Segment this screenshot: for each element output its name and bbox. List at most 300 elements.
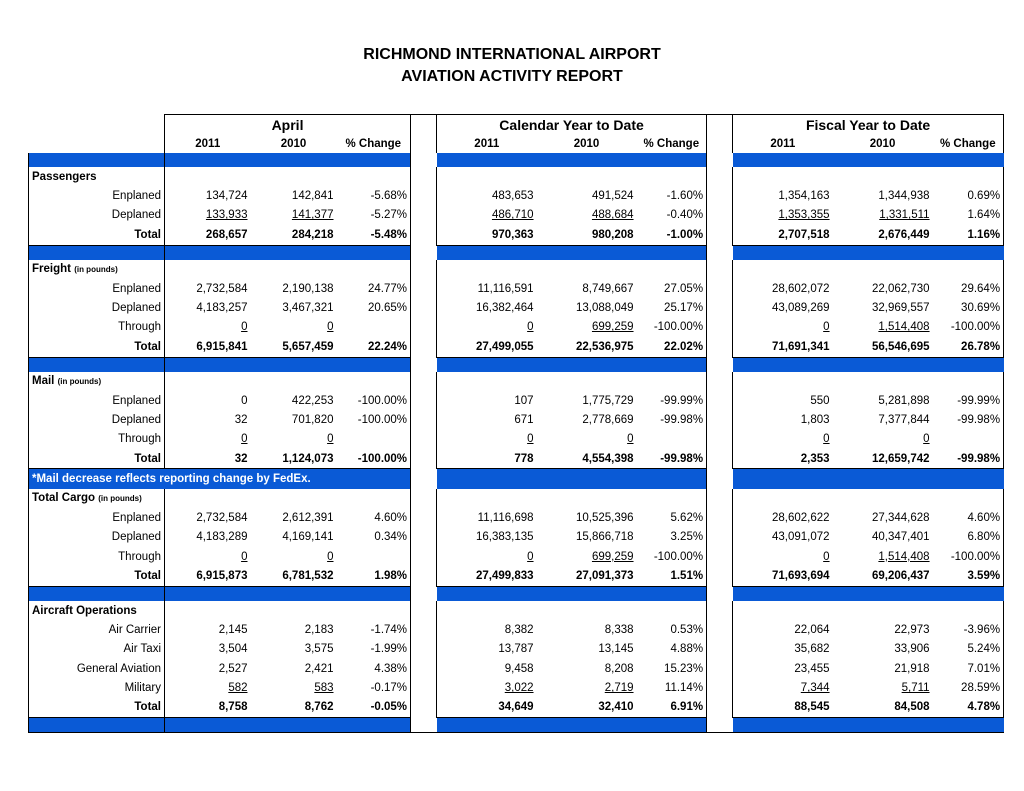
blank-cell [337, 489, 411, 508]
data-cell: 3.25% [670, 531, 704, 544]
data-row [29, 391, 1004, 410]
data-row [29, 410, 1004, 429]
band-cell [251, 586, 337, 601]
data-cell: 699,259 [591, 321, 634, 334]
data-cell: 134,724 [165, 186, 251, 205]
blank-cell [537, 601, 637, 620]
data-cell: 1,514,408 [878, 321, 930, 334]
row-label: Deplaned [29, 528, 165, 547]
blank-cell [833, 167, 933, 186]
data-cell: 8,762 [251, 698, 337, 718]
data-cell: 5,281,898 [878, 394, 930, 407]
data-cell: 483,653 [437, 186, 537, 205]
blank-cell [337, 260, 411, 279]
data-cell: 33,906 [894, 643, 930, 656]
data-cell: 2,719 [604, 682, 634, 695]
blank-cell [707, 167, 733, 186]
blank-cell [251, 167, 337, 186]
total-row [29, 698, 1004, 718]
column-gap [707, 115, 733, 136]
data-cell: 8,208 [604, 662, 634, 675]
footnote-band [29, 469, 1004, 489]
row-label: Air Carrier [29, 620, 165, 639]
data-cell: -99.99% [933, 391, 1004, 410]
data-cell: -99.98% [660, 413, 704, 426]
data-cell: 491,524 [591, 190, 634, 203]
column-gap [411, 430, 437, 449]
data-cell: 24.77% [368, 282, 408, 295]
data-row [29, 659, 1004, 678]
data-cell: -99.98% [637, 449, 707, 469]
header-blank [29, 115, 165, 136]
report-subtitle: AVIATION ACTIVITY REPORT [401, 68, 623, 85]
section-title [29, 489, 165, 508]
data-cell: 69,206,437 [833, 566, 933, 586]
section-title [29, 601, 165, 620]
header-group-2: Fiscal Year to Date [733, 115, 1004, 136]
data-cell: 7.01% [933, 659, 1004, 678]
blank-cell [251, 372, 337, 391]
data-cell: 22,064 [733, 620, 833, 639]
data-cell: 2,145 [165, 620, 251, 639]
row-label: General Aviation [29, 659, 165, 678]
data-cell: 583 [314, 682, 334, 695]
data-cell: 2,778,669 [582, 413, 634, 426]
column-gap [707, 528, 733, 547]
blank-cell [637, 260, 707, 279]
data-cell: 2,353 [733, 449, 833, 469]
data-row [29, 678, 1004, 697]
data-cell: 701,820 [291, 413, 334, 426]
data-cell: 0 [327, 321, 334, 334]
blank-cell [411, 372, 437, 391]
data-cell: -1.74% [370, 623, 408, 636]
blank-cell [833, 372, 933, 391]
data-cell: 43,091,072 [733, 528, 833, 547]
data-cell: 0 [327, 433, 334, 446]
column-gap [707, 698, 733, 718]
data-cell: 3,467,321 [282, 302, 334, 315]
data-cell: 27,499,833 [437, 566, 537, 586]
row-label: Deplaned [29, 206, 165, 225]
data-cell: 13,088,049 [575, 302, 634, 315]
column-gap [411, 318, 437, 337]
blank-cell [165, 167, 251, 186]
data-cell: 40,347,401 [872, 531, 930, 544]
data-cell [933, 430, 1004, 449]
data-cell: 0 [165, 318, 251, 337]
blank-cell [707, 372, 733, 391]
data-cell: 4.88% [670, 643, 704, 656]
separator-band [29, 245, 1004, 260]
band-cell [733, 245, 833, 260]
data-cell: -5.48% [337, 225, 411, 245]
data-cell: 141,377 [291, 209, 334, 222]
data-cell: 10,525,396 [575, 511, 634, 524]
row-label: Enplaned [29, 508, 165, 527]
band-cell [437, 718, 537, 733]
header-group-0: April [165, 115, 411, 136]
data-cell: 32 [165, 410, 251, 429]
band-cell [251, 245, 337, 260]
band-cell [437, 469, 537, 489]
data-cell: 0 [733, 547, 833, 566]
blank-cell [733, 167, 833, 186]
data-cell: 4,169,141 [282, 531, 334, 544]
data-cell: 35,682 [733, 640, 833, 659]
section-title [29, 372, 165, 391]
data-cell: 133,933 [165, 206, 251, 225]
band-cell [337, 245, 411, 260]
band-cell [437, 357, 537, 372]
column-gap [411, 528, 437, 547]
column-gap [411, 135, 437, 153]
band-cell [537, 469, 637, 489]
data-cell: 7,377,844 [878, 413, 930, 426]
data-cell: 0.34% [374, 531, 408, 544]
row-label: Enplaned [29, 186, 165, 205]
band-cell [833, 245, 933, 260]
data-cell: 30.69% [933, 298, 1004, 317]
section-title [29, 260, 165, 279]
blank-cell [733, 489, 833, 508]
data-cell: 582 [165, 678, 251, 697]
column-gap [411, 566, 437, 586]
blank-cell [933, 489, 1004, 508]
data-cell: 56,546,695 [833, 337, 933, 357]
total-row [29, 225, 1004, 245]
column-gap [707, 659, 733, 678]
band-cell [933, 245, 1004, 260]
data-cell: 488,684 [591, 209, 634, 222]
data-cell: -100.00% [337, 449, 411, 469]
blank-cell [833, 601, 933, 620]
band-cell [833, 586, 933, 601]
band-cell [833, 357, 933, 372]
data-cell: 6,781,532 [251, 566, 337, 586]
total-row [29, 337, 1004, 357]
band-cell [411, 718, 437, 733]
data-row [29, 279, 1004, 298]
data-cell: 15,866,718 [575, 531, 634, 544]
column-gap [411, 337, 437, 357]
band-cell [637, 586, 707, 601]
band-cell [29, 357, 165, 372]
blank-cell [337, 601, 411, 620]
data-cell [337, 318, 411, 337]
column-gap [411, 298, 437, 317]
data-cell: 32,969,557 [872, 302, 930, 315]
column-gap [707, 337, 733, 357]
blank-cell [707, 489, 733, 508]
data-cell: 28.59% [933, 678, 1004, 697]
data-cell: 84,508 [833, 698, 933, 718]
band-cell [29, 718, 165, 733]
data-cell: 4.60% [933, 508, 1004, 527]
data-cell: -100.00% [357, 413, 408, 426]
section-title-row [29, 372, 1004, 391]
band-cell [251, 718, 337, 733]
data-cell: 0 [165, 430, 251, 449]
data-cell: 9,458 [437, 659, 537, 678]
data-cell: 3,504 [165, 640, 251, 659]
row-label: Total [29, 225, 165, 245]
data-cell: 34,649 [437, 698, 537, 718]
total-row [29, 449, 1004, 469]
data-cell: 22.02% [637, 337, 707, 357]
data-cell: 699,259 [591, 550, 634, 563]
header-sub-row [29, 135, 1004, 153]
column-gap [411, 508, 437, 527]
band-cell [933, 469, 1004, 489]
blank-cell [437, 489, 537, 508]
separator-band [29, 153, 1004, 167]
band-cell [537, 357, 637, 372]
column-header: % Change [933, 135, 1004, 153]
band-cell [637, 245, 707, 260]
blank-cell [437, 260, 537, 279]
data-cell: 8,382 [437, 620, 537, 639]
data-cell: 71,693,694 [733, 566, 833, 586]
band-cell [733, 357, 833, 372]
total-row [29, 566, 1004, 586]
blank-cell [733, 372, 833, 391]
data-cell: 5,657,459 [251, 337, 337, 357]
section-title-text: Freight [32, 262, 71, 275]
data-row [29, 528, 1004, 547]
blank-cell [537, 167, 637, 186]
data-cell: 1,124,073 [251, 449, 337, 469]
data-cell: 550 [733, 391, 833, 410]
data-row [29, 298, 1004, 317]
band-cell [337, 718, 411, 733]
data-cell: 4.60% [374, 511, 408, 524]
column-gap [411, 186, 437, 205]
data-cell: 4,554,398 [537, 449, 637, 469]
band-cell [537, 245, 637, 260]
band-cell [411, 469, 437, 489]
data-cell: 778 [437, 449, 537, 469]
data-cell: 0 [437, 547, 537, 566]
data-cell: 980,208 [537, 225, 637, 245]
band-cell [437, 245, 537, 260]
column-gap [707, 225, 733, 245]
data-cell: 1,353,355 [733, 206, 833, 225]
data-cell: 6,915,873 [165, 566, 251, 586]
blank-cell [933, 601, 1004, 620]
column-gap [411, 547, 437, 566]
band-cell [437, 586, 537, 601]
blank-cell [165, 489, 251, 508]
band-cell [337, 153, 411, 167]
column-header: 2010 [869, 138, 896, 150]
data-cell: -0.17% [370, 682, 408, 695]
band-cell [411, 357, 437, 372]
blank-cell [637, 489, 707, 508]
band-cell [437, 153, 537, 167]
data-cell: 4,183,289 [165, 528, 251, 547]
data-cell: -3.96% [933, 620, 1004, 639]
column-gap [707, 566, 733, 586]
column-gap [707, 410, 733, 429]
data-cell: 284,218 [251, 225, 337, 245]
data-cell: 142,841 [291, 190, 334, 203]
blank-cell [411, 260, 437, 279]
data-cell: 27,091,373 [537, 566, 637, 586]
band-cell [833, 718, 933, 733]
band-cell [29, 586, 165, 601]
data-cell: 107 [437, 391, 537, 410]
band-cell [411, 586, 437, 601]
blank-cell [251, 601, 337, 620]
data-cell: 1,331,511 [879, 209, 930, 222]
data-cell: 43,089,269 [733, 298, 833, 317]
band-cell [707, 718, 733, 733]
row-label: Total [29, 566, 165, 586]
row-label: Through [29, 547, 165, 566]
column-gap [707, 279, 733, 298]
data-cell: 0.53% [670, 623, 704, 636]
data-cell: 28,602,622 [733, 508, 833, 527]
row-label: Enplaned [29, 279, 165, 298]
band-cell [707, 153, 733, 167]
band-cell [251, 153, 337, 167]
row-label: Total [29, 449, 165, 469]
column-gap [411, 640, 437, 659]
data-cell: 71,691,341 [733, 337, 833, 357]
band-cell [733, 718, 833, 733]
data-cell: 486,710 [437, 206, 537, 225]
band-cell [411, 153, 437, 167]
data-cell: 1.51% [637, 566, 707, 586]
column-header: % Change [643, 138, 700, 150]
blank-cell [707, 601, 733, 620]
section-title-row [29, 260, 1004, 279]
column-gap [411, 620, 437, 639]
data-cell: 20.65% [368, 302, 408, 315]
data-cell: 16,382,464 [437, 298, 537, 317]
band-cell [337, 357, 411, 372]
data-cell: 8,338 [604, 623, 634, 636]
band-cell [29, 245, 165, 260]
band-cell [933, 586, 1004, 601]
data-cell: -1.60% [666, 190, 704, 203]
section-title [29, 167, 165, 186]
blank-cell [537, 260, 637, 279]
data-cell: 11,116,591 [437, 279, 537, 298]
data-cell: 0 [327, 550, 334, 563]
row-label: Air Taxi [29, 640, 165, 659]
blank-cell [337, 372, 411, 391]
blank-cell [637, 167, 707, 186]
data-cell: -100.00% [933, 318, 1004, 337]
band-cell [165, 245, 251, 260]
blank-cell [165, 372, 251, 391]
row-label: Enplaned [29, 391, 165, 410]
column-gap [411, 279, 437, 298]
blank-cell [933, 167, 1004, 186]
data-cell: 0 [733, 430, 833, 449]
data-cell: 1.64% [933, 206, 1004, 225]
data-cell: 25.17% [664, 302, 704, 315]
data-cell: 3,575 [304, 643, 334, 656]
data-cell: -1.00% [637, 225, 707, 245]
column-gap [707, 678, 733, 697]
data-cell: 0 [165, 391, 251, 410]
data-cell: 1,354,163 [733, 186, 833, 205]
separator-band [29, 357, 1004, 372]
column-header: 2011 [733, 135, 833, 153]
data-cell: 3.59% [933, 566, 1004, 586]
band-cell [933, 357, 1004, 372]
data-row [29, 430, 1004, 449]
blank-cell [437, 167, 537, 186]
data-cell: 13,787 [437, 640, 537, 659]
section-title-row [29, 601, 1004, 620]
data-row [29, 508, 1004, 527]
data-row [29, 547, 1004, 566]
section-unit: (in pounds) [57, 376, 102, 386]
data-cell: 1,514,408 [878, 550, 930, 563]
blank-cell [251, 489, 337, 508]
data-cell: 15.23% [664, 662, 704, 675]
column-gap [411, 206, 437, 225]
data-cell: 2,707,518 [733, 225, 833, 245]
data-cell: 2,527 [165, 659, 251, 678]
band-cell [733, 586, 833, 601]
data-cell: 0 [437, 318, 537, 337]
band-cell [707, 357, 733, 372]
band-cell [637, 718, 707, 733]
row-label: Total [29, 698, 165, 718]
blank-cell [933, 372, 1004, 391]
column-gap [707, 508, 733, 527]
report-title: RICHMOND INTERNATIONAL AIRPORT [363, 46, 661, 63]
data-cell: 8,749,667 [582, 282, 634, 295]
data-cell: 23,455 [733, 659, 833, 678]
data-cell: 2,612,391 [282, 511, 334, 524]
data-cell: -99.99% [660, 394, 704, 407]
row-label: Total [29, 337, 165, 357]
band-cell [411, 245, 437, 260]
data-cell: 268,657 [165, 225, 251, 245]
column-gap [411, 115, 437, 136]
data-cell: 22,973 [894, 623, 930, 636]
column-gap [707, 206, 733, 225]
data-cell: 4.78% [933, 698, 1004, 718]
data-cell: 5.62% [670, 511, 704, 524]
column-gap [707, 620, 733, 639]
row-label: Through [29, 430, 165, 449]
data-cell: 11,116,698 [437, 508, 537, 527]
data-cell: 671 [437, 410, 537, 429]
data-cell: 12,659,742 [833, 449, 933, 469]
data-cell: 1,803 [733, 410, 833, 429]
column-gap [707, 298, 733, 317]
band-cell [833, 469, 933, 489]
data-cell: 6.80% [933, 528, 1004, 547]
data-cell: 32 [165, 449, 251, 469]
data-row [29, 318, 1004, 337]
section-title-text: Mail [32, 374, 55, 387]
data-cell: 0 [165, 547, 251, 566]
section-title-text: Passengers [32, 170, 97, 183]
data-cell: 2,732,584 [165, 279, 251, 298]
column-gap [707, 640, 733, 659]
column-gap [707, 430, 733, 449]
data-cell: 6,915,841 [165, 337, 251, 357]
column-gap [411, 698, 437, 718]
